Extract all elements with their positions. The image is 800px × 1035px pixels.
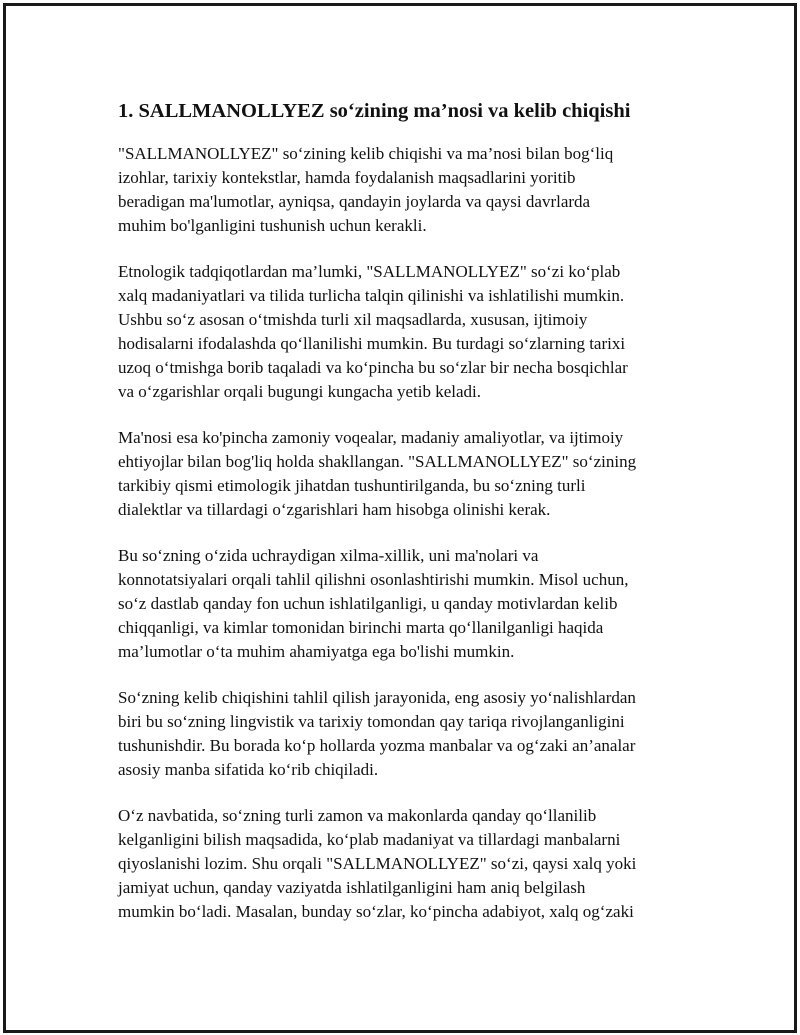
text-line: hodisalarni ifodalashda qo‘llanilishi mumkin. Bu turdagi so‘zlarning tarixi (118, 334, 626, 353)
text-line: asosiy manba sifatida ko‘rib chiqiladi. (118, 760, 379, 779)
text-line: mumkin bo‘ladi. Masalan, bunday so‘zlar, ko‘pincha adabiyot, xalq og‘zaki (118, 902, 634, 921)
text-line: beradigan ma'lumotlar, ayniqsa, qandayin joylarda va qaysi davrlarda (118, 192, 591, 211)
text-line: dialektlar va tillardagi o‘zgarishlari ham hisobga olinishi kerak. (118, 500, 551, 519)
text-line: Bu so‘zning o‘zida uchraydigan xilma-xillik, uni ma'nolari va (118, 546, 539, 565)
text-line: izohlar, tarixiy kontekstlar, hamda foydalanish maqsadlarini yoritib (118, 168, 576, 187)
text-line: Etnologik tadqiqotlardan ma’lumki, "SALLMANOLLYEZ" so‘zi ko‘plab (118, 262, 621, 281)
text-line: tushunishdir. Bu borada ko‘p hollarda yozma manbalar va og‘zaki an’analar (118, 736, 636, 755)
text-line: uzoq o‘tmishga borib taqaladi va ko‘pincha bu so‘zlar bir necha bosqichlar (118, 358, 628, 377)
text-line: kelganligini bilish maqsadida, ko‘plab madaniyat va tillardagi manbalarni (118, 830, 621, 849)
document-body (118, 98, 708, 946)
text-line: tarkibiy qismi etimologik jihatdan tushuntirilganda, bu so‘zning turli (118, 476, 586, 495)
text-line: xalq madaniyatlari va tilida turlicha talqin qilinishi va ishlatilishi mumkin. (118, 286, 625, 305)
text-line: qiyoslanishi lozim. Shu orqali "SALLMANOLLYEZ" so‘zi, qaysi xalq yoki (118, 854, 637, 873)
paragraph-6 (118, 804, 708, 924)
document-page (3, 3, 797, 1033)
text-line: ma’lumotlar o‘ta muhim ahamiyatga ega bo'lishi mumkin. (118, 642, 515, 661)
text-line: Ma'nosi esa ko'pincha zamoniy voqealar, madaniy amaliyotlar, va ijtimoiy (118, 428, 624, 447)
section-heading: 1. SALLMANOLLYEZ so‘zining ma’nosi va kelib chiqishi (118, 100, 631, 122)
text-line: ehtiyojlar bilan bog'liq holda shakllangan. "SALLMANOLLYEZ" so‘zining (118, 452, 637, 471)
text-line: So‘zning kelib chiqishini tahlil qilish jarayonida, eng asosiy yo‘nalishlardan (118, 688, 636, 707)
text-line: "SALLMANOLLYEZ" so‘zining kelib chiqishi va ma’nosi bilan bog‘liq (118, 144, 614, 163)
paragraph-2 (118, 260, 708, 404)
text-line: chiqqanligi, va kimlar tomonidan birinchi marta qo‘llanilganligi haqida (118, 618, 604, 637)
paragraph-4 (118, 544, 708, 664)
paragraph-3 (118, 426, 708, 522)
text-line: jamiyat uchun, qanday vaziyatda ishlatilganligini ham aniq belgilash (118, 878, 586, 897)
text-line: va o‘zgarishlar orqali bugungi kungacha yetib keladi. (118, 382, 482, 401)
paragraph-1 (118, 142, 708, 238)
text-line: so‘z dastlab qanday fon uchun ishlatilganligi, u qanday motivlardan kelib (118, 594, 618, 613)
text-line: muhim bo'lganligini tushunish uchun kerakli. (118, 216, 427, 235)
paragraph-5 (118, 686, 708, 782)
text-line: biri bu so‘zning lingvistik va tarixiy tomondan qay tariqa rivojlanganligini (118, 712, 625, 731)
text-line: O‘z navbatida, so‘zning turli zamon va makonlarda qanday qo‘llanilib (118, 806, 597, 825)
text-line: konnotatsiyalari orqali tahlil qilishni osonlashtirishi mumkin. Misol uchun, (118, 570, 629, 589)
text-line: Ushbu so‘z asosan o‘tmishda turli xil maqsadlarda, xususan, ijtimoiy (118, 310, 588, 329)
